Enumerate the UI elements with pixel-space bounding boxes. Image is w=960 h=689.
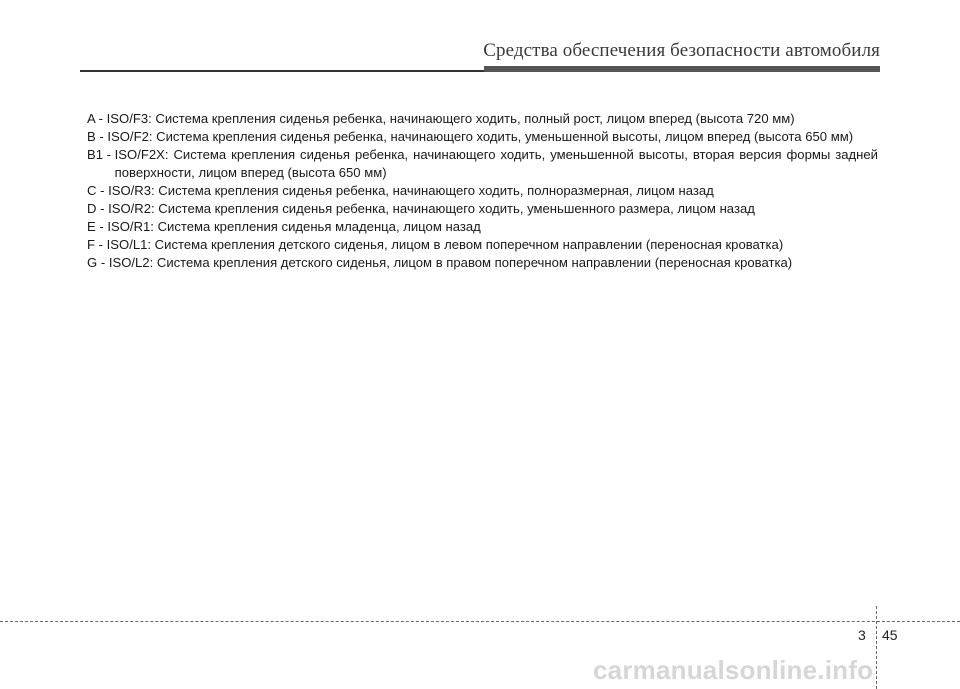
item-text: ISO/L1: Система крепления детского сиденья, лицом в левом поперечном направлении (переносная кроватка) — [106, 237, 784, 252]
footer-dashed-divider — [876, 606, 877, 689]
item-label: G - — [87, 255, 109, 270]
header-rule-thick — [484, 66, 880, 72]
item-text: ISO/L2: Система крепления детского сиденья, лицом в правом поперечном направлении (переносная кроватка) — [108, 255, 793, 270]
list-item-e — [87, 218, 878, 236]
item-text: ISO/R1: Система крепления сиденья младенца, лицом назад — [107, 219, 481, 234]
site-watermark: carmanualsonline.info — [593, 655, 874, 685]
list-item-a — [87, 110, 878, 128]
item-text: ISO/R3: Система крепления сиденья ребенка, начинающего ходить, полноразмерная, лицом назад — [108, 183, 714, 198]
item-label: A - — [87, 111, 107, 126]
list-item-c — [87, 182, 878, 200]
list-item-b1 — [87, 146, 878, 182]
footer-dashed-rule — [0, 621, 960, 622]
chapter-number: 3 — [858, 627, 866, 643]
list-item-b — [87, 128, 878, 146]
header-rule-thin — [80, 70, 484, 72]
item-text: ISO/F2X: Система крепления сиденья ребенка, начинающего ходить, уменьшенной высоты, вторая версия формы задней поверхности, лицом вперед (высота 650 мм) — [114, 147, 878, 180]
item-label: E - — [87, 219, 108, 234]
item-label: B - — [87, 129, 108, 144]
page-number: 45 — [882, 627, 898, 643]
list-item-f — [87, 236, 878, 254]
item-label: D - — [87, 201, 109, 216]
iso-class-list — [87, 110, 878, 272]
page-header-title: Средства обеспечения безопасности автомобиля — [483, 40, 880, 61]
item-text: ISO/F3: Система крепления сиденья ребенка, начинающего ходить, полный рост, лицом вперед (высота 720 мм) — [106, 111, 795, 126]
item-text: ISO/F2: Система крепления сиденья ребенка, начинающего ходить, уменьшенной высоты, лицом вперед (высота 650 мм) — [107, 129, 854, 144]
item-label: F - — [87, 237, 107, 252]
list-item-g — [87, 254, 878, 272]
item-text: ISO/R2: Система крепления сиденья ребенка, начинающего ходить, уменьшенного размера, лицом назад — [108, 201, 755, 216]
list-item-d — [87, 200, 878, 218]
item-label: C - — [87, 183, 109, 198]
item-label: B1 - — [87, 147, 115, 162]
